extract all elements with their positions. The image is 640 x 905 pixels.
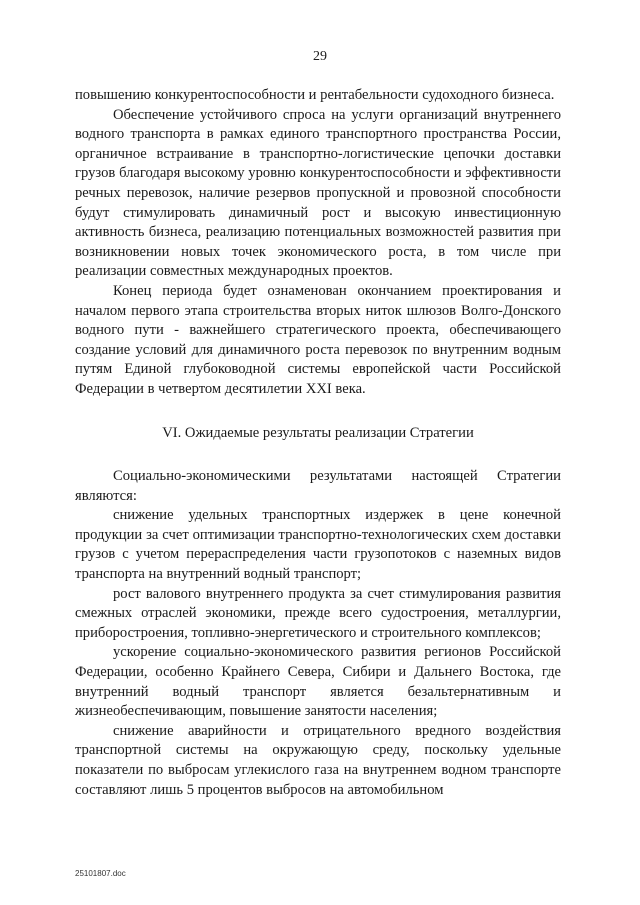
paragraph-demand: Обеспечение устойчивого спроса на услуги организаций внутреннего водного транспорта в рамках единого транспортного пространства России, органичное встраивание в транспортно-логистические цепочки доставки грузов благодаря высокому уровню конкурентоспособности и эффективности речных перевозок, наличие резервов пропускной и провозной способности будут стимулировать динамичный рост и высокую инвестиционную активность бизнеса, реализацию потенциальных возможностей развития при возникновении новых точек экономического роста, в том числе при реализации совместных международных проектов. [75,106,561,280]
result-item-environment: снижение аварийности и отрицательного вредного воздействия транспортной системы на окружающую среду, поскольку удельные показатели по выбросам углекислого газа на внутреннем водном транспорте составляют лишь 5 процентов выбросов на автомобильном [75,722,561,798]
document-body [75,86,561,800]
file-name-footer: 25101807.doc [75,869,126,878]
page-number: 29 [313,49,327,64]
paragraph-continuation: повышению конкурентоспособности и рентабельности судоходного бизнеса. [75,87,555,103]
result-item-gdp: рост валового внутреннего продукта за счет стимулирования развития смежных отраслей экономики, прежде всего судостроения, металлургии, приборостроения, топливно-энергетического и строительного комплексов; [75,585,561,641]
results-intro: Социально-экономическими результатами настоящей Стратегии являются: [75,468,561,504]
result-item-regions: ускорение социально-экономического развития регионов Российской Федерации, особенно Крайнего Севера, Сибири и Дальнего Востока, где внутренний водный транспорт является безальтернативным и жизнеобеспечивающим, повышение занятости населения; [75,644,561,720]
section-heading: VI. Ожидаемые результаты реализации Стратегии [162,424,474,441]
result-item-costs: снижение удельных транспортных издержек в цене конечной продукции за счет оптимизации транспортно-технологических схем доставки грузов с учетом перераспределения части грузопотоков с наземных видов транспорта на внутренний водный транспорт; [75,507,561,583]
paragraph-period-end: Конец периода будет ознаменован окончанием проектирования и началом первого этапа строительства вторых ниток шлюзов Волго-Донского водного пути - важнейшего стратегического проекта, обеспечивающего создание условий для динамичного роста перевозок по внутренним водным путям Единой глубоководной системы европейской части Российской Федерации в четвертом десятилетии XXI века. [75,282,561,397]
